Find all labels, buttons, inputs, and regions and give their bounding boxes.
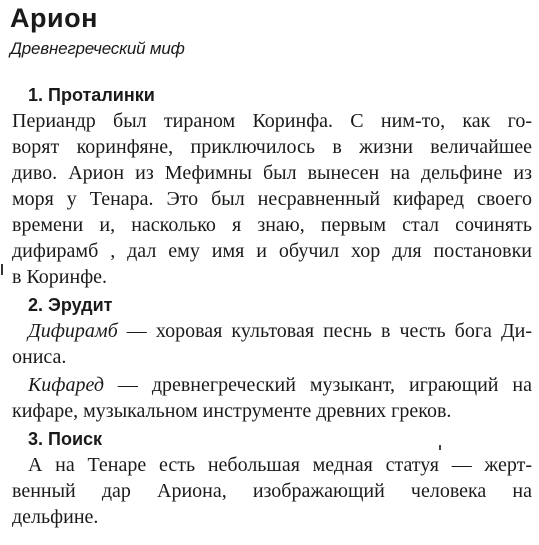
scan-margin-mark: [1, 264, 3, 275]
definition-line: ониса.: [12, 346, 67, 368]
section-heading-erudit: 2. Эрудит: [28, 295, 113, 315]
paragraph-line: дельфине.: [12, 506, 99, 528]
paragraph-line: в Коринфе.: [12, 266, 108, 288]
paragraph-line: ворят коринфяне, приключилось в жизни величайшее: [12, 136, 532, 158]
definition-line: кифаре, музыкальном инструменте древних греков.: [12, 400, 452, 422]
page-subtitle: Древнегреческий миф: [10, 39, 185, 58]
paragraph-line: А на Тенаре есть небольшая медная статуя — жерт-: [28, 454, 532, 476]
paragraph-line: диво. Арион из Мефимны был вынесен на дельфине из: [12, 162, 532, 184]
definition-line: [28, 372, 532, 398]
definition-line: [28, 318, 532, 344]
definition-text: — хоровая культовая песнь в честь бога Ди-: [117, 320, 532, 342]
term-kifared: Кифаред: [28, 374, 104, 396]
section-heading-poisk: 3. Поиск: [28, 429, 103, 449]
paragraph-line: дифирамб , дал ему имя и обучил хор для постановки: [12, 240, 532, 262]
term-dithyramb: Дифирамб: [28, 320, 118, 342]
definition-text: — древнегреческий музыкант, играющий на: [103, 374, 532, 396]
paragraph-line: времени и, насколько я знаю, первым стал сочинять: [12, 214, 532, 236]
paragraph-line: моря у Тенара. Это был несравненный кифаред своего: [12, 188, 532, 210]
scan-speck: [439, 445, 441, 450]
paragraph-line: Периандр был тираном Коринфа. С ним-то, как го-: [12, 110, 532, 132]
page-title: Арион: [10, 3, 98, 33]
paragraph-line: венный дар Ариона, изображающий человека на: [12, 480, 532, 502]
section-heading-protalinki: 1. Проталинки: [28, 85, 155, 105]
